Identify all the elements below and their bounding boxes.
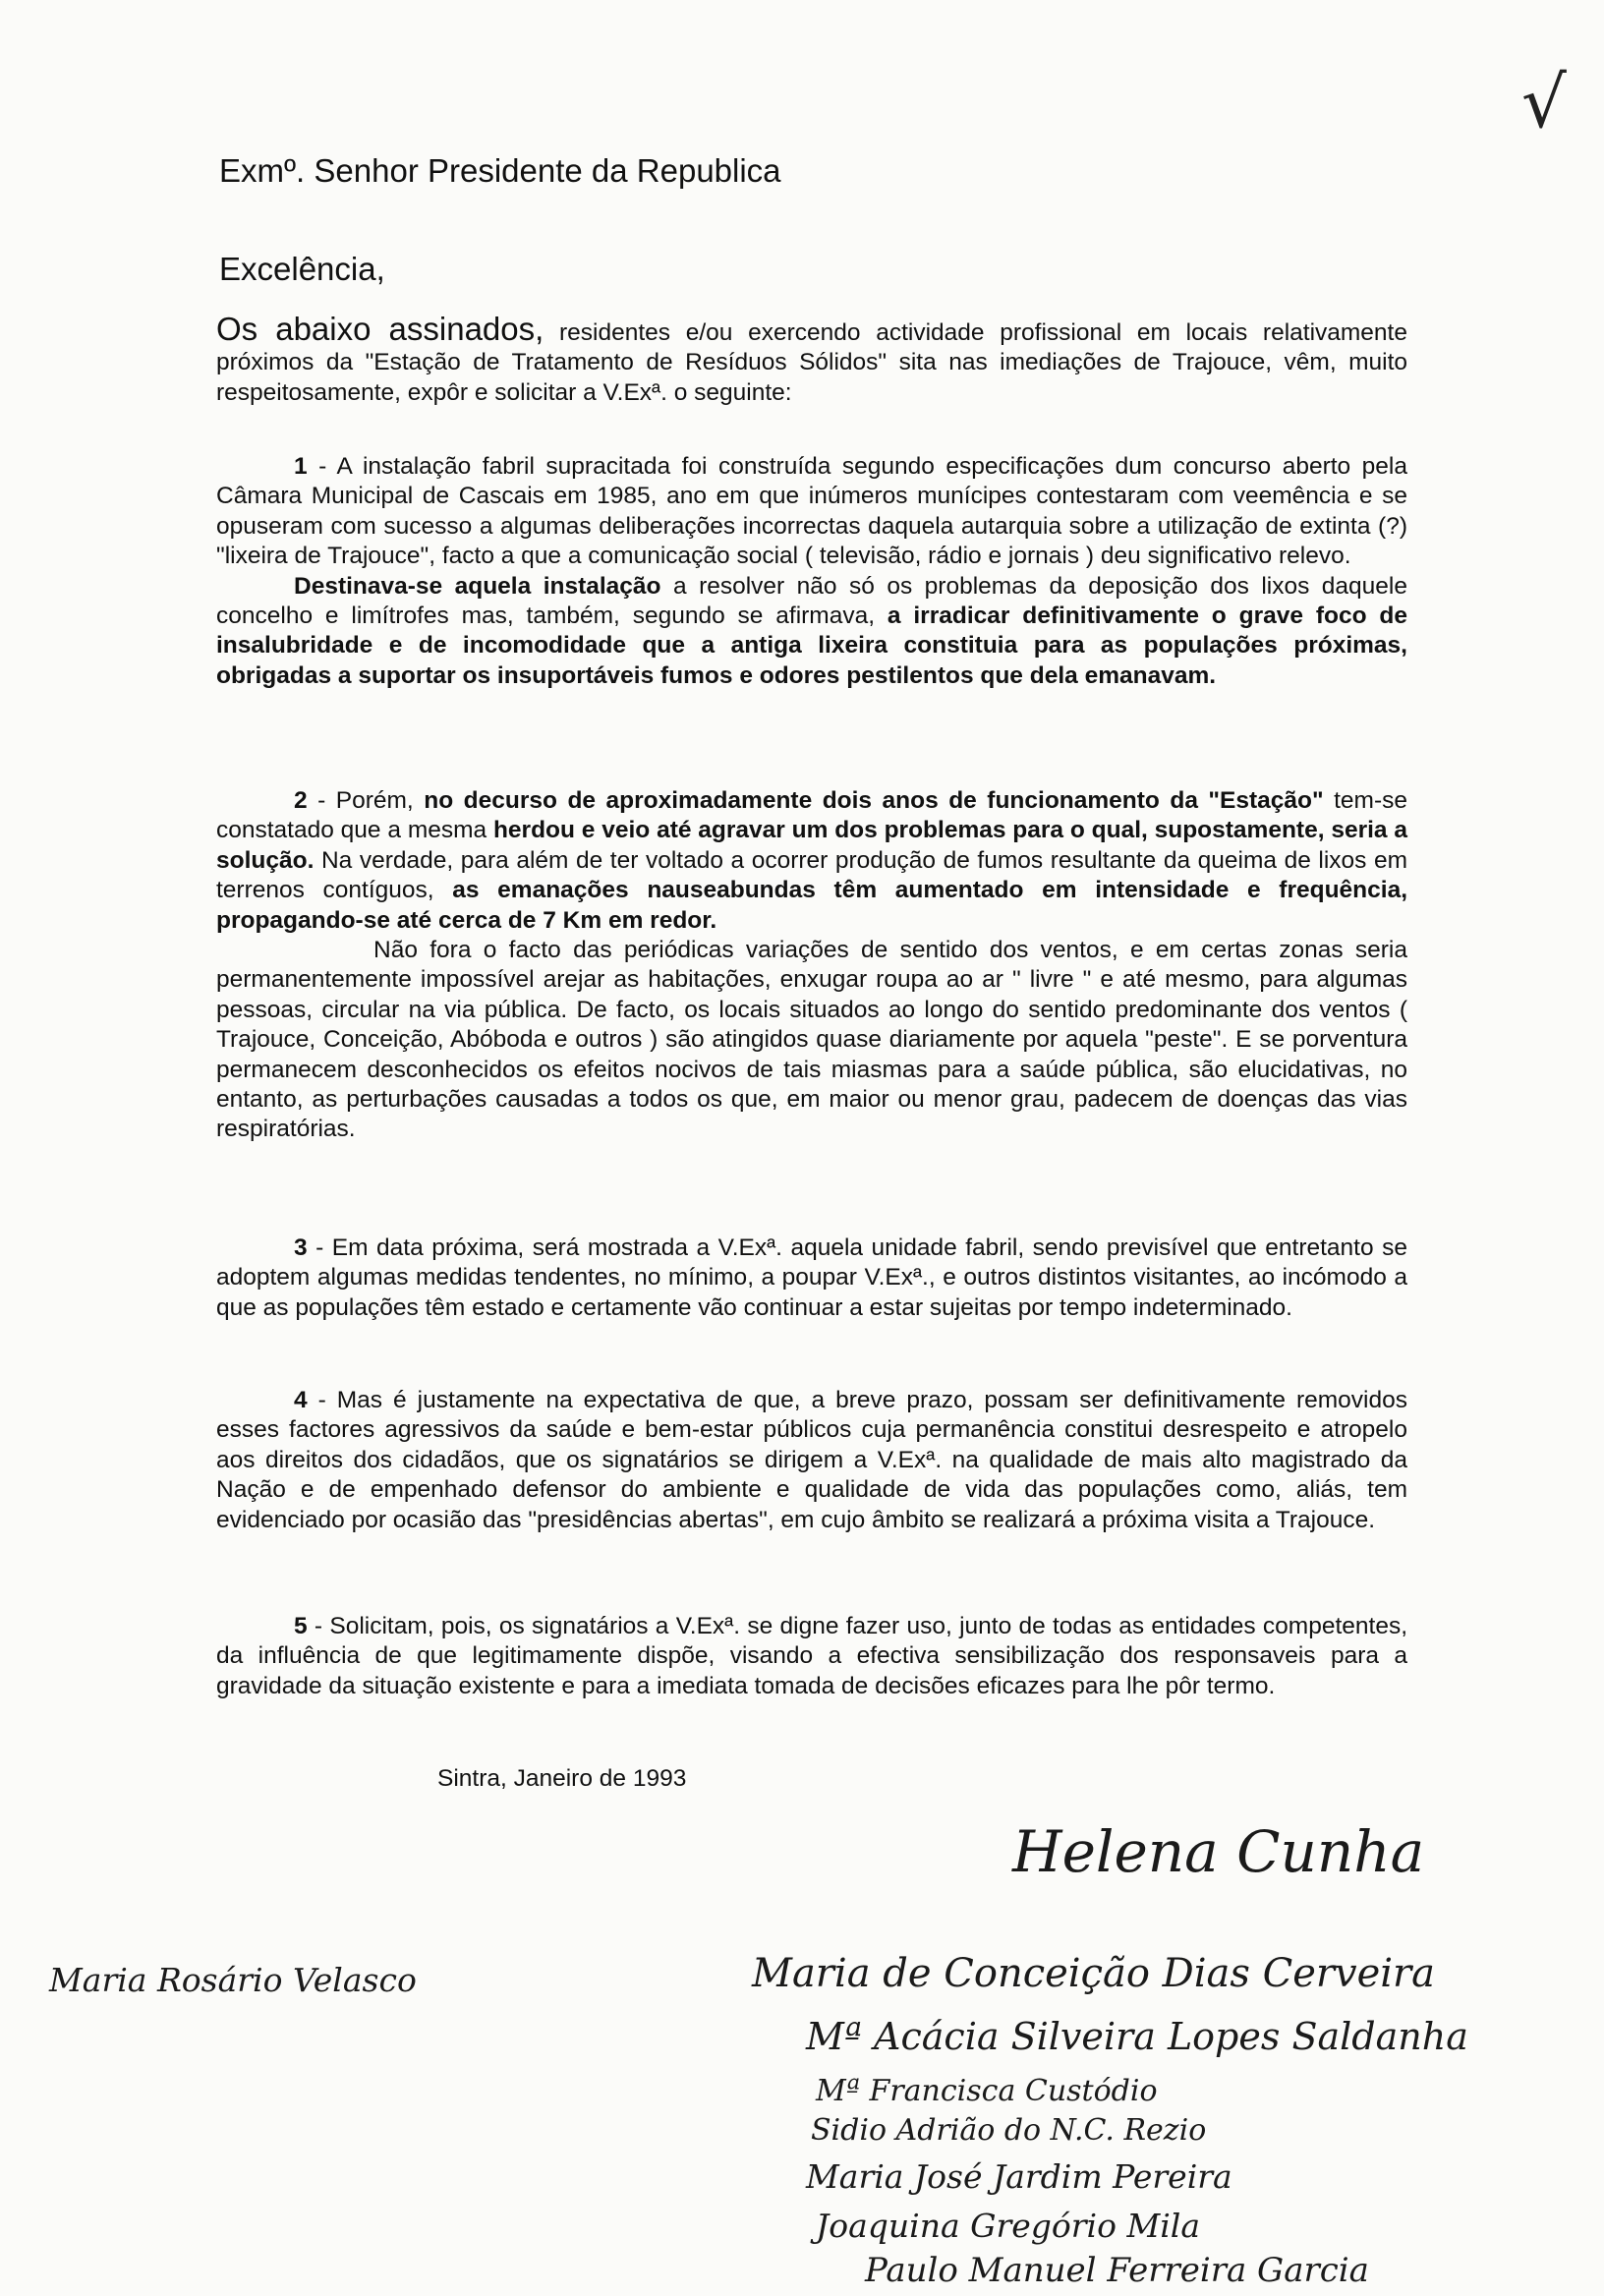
section-3-text: - Em data próxima, será mostrada a V.Exª. aquela unidade fabril, sendo previsível que entretanto se adoptem algumas medidas tendentes, no mínimo, a poupar V.Exª., e outros distintos visitantes, ao incómodo a que as populações têm estado e certamente vão continuar a estar sujeitas por tempo indeterminado.	[216, 1234, 1407, 1321]
signature: Mª Francisca Custódio	[816, 2074, 1158, 2108]
signature: Joaquina Gregório Mila	[816, 2207, 1201, 2245]
intro-paragraph	[216, 311, 1407, 408]
signature: Paulo Manuel Ferreira Garcia	[865, 2251, 1369, 2290]
intro-text: residentes e/ou exercendo actividade profissional em locais relativamente próximos da "Estação de Tratamento de Resíduos Sólidos" sita nas imediações de Trajouce, vêm, muito respeitosamente, expôr e solicitar a V.Exª. o seguinte:	[216, 319, 1407, 406]
section-5-number: 5	[294, 1613, 308, 1639]
greeting: Excelência,	[219, 251, 385, 287]
section-1-text: - A instalação fabril supracitada foi construída segundo especificações dum concurso aberto pela Câmara Municipal de Cascais em 1985, ano em que inúmeros munícipes contestaram com veemência e se opuseram com sucesso a algumas deliberações incorrectas daquela autarquia sobre a utilização de extinta (?) "lixeira de Trajouce", facto a que a comunicação social ( televisão, rádio e jornais ) deu significativo relevo.	[216, 453, 1407, 570]
section-2-paragraph-2: Não fora o facto das periódicas variações de sentido dos ventos, e em certas zonas seria permanentemente impossível arejar as habitações, enxugar roupa ao ar " livre " e até mesmo, para algumas pessoas, circular na via pública. De facto, os locais situados ao longo do sentido predominante dos ventos ( Trajouce, Conceição, Abóboda e outros ) são atingidos quase diariamente por aquela "peste". E se porventura permanecem desconhecidos os efeitos nocivos de tais miasmas para a saúde pública, são elucidativas, no entanto, as perturbações causadas a todos os que, em maior ou menor grau, padecem de doenças das vias respiratórias.	[216, 937, 1407, 1143]
section-2-bold-a: no decurso de aproximadamente dois anos de funcionamento da "Estação"	[424, 787, 1324, 814]
section-4	[216, 1386, 1407, 1535]
section-2-text-b: tem-se constatado que a mesma	[216, 787, 1408, 844]
salutation: Exmº. Senhor Presidente da Republica	[219, 152, 781, 189]
section-2-bold-c: as emanações nauseabundas têm aumentado em intensidade e frequência, propagando-se até cerca de 7 Km em redor.	[216, 877, 1407, 934]
section-5	[216, 1612, 1407, 1701]
signature: Maria José Jardim Pereira	[806, 2157, 1232, 2196]
section-3-number: 3	[294, 1234, 308, 1261]
corner-check-mark: √	[1521, 61, 1567, 144]
date-line: Sintra, Janeiro de 1993	[437, 1765, 687, 1792]
signature: Mª Acácia Silveira Lopes Saldanha	[806, 2015, 1468, 2058]
section-2-number: 2	[294, 787, 308, 814]
intro-lead: Os abaixo assinados,	[216, 311, 544, 347]
section-1-number: 1	[294, 453, 308, 480]
section-1	[216, 452, 1407, 691]
section-2-text-c: Na verdade, para além de ter voltado a ocorrer produção de fumos resultante da queima de lixos em terrenos contíguos,	[216, 846, 1407, 904]
section-1-bold-lead: Destinava-se aquela instalação	[294, 572, 661, 600]
section-2-bold-b: herdou e veio até agravar um dos problemas para o qual, supostamente, seria a solução.	[216, 817, 1407, 874]
signature: Helena Cunha	[1012, 1818, 1425, 1885]
section-3	[216, 1234, 1407, 1323]
section-1-text-b: a resolver não só os problemas da deposição dos lixos daquele concelho e limítrofes mas, também, segundo se afirmava,	[216, 572, 1407, 630]
section-5-text: - Solicitam, pois, os signatários a V.Exª. se digne fazer uso, junto de todas as entidades competentes, da influência de que legitimamente dispõe, visando a efectiva sensibilização dos responsaveis para a gravidade da situação existente e para a imediata tomada de decisões eficazes para lhe pôr termo.	[216, 1613, 1407, 1699]
section-4-number: 4	[294, 1387, 308, 1413]
signature: Maria Rosário Velasco	[49, 1961, 417, 1999]
section-1-bold-claim: a irradicar definitivamente o grave foco de insalubridade e de incomodidade que a antiga lixeira constituia para as populações próximas, obrigadas a suportar os insuportáveis fumos e odores pestilentos que dela emanavam.	[216, 603, 1407, 689]
section-2-text-a: - Porém,	[307, 787, 425, 814]
section-2	[216, 786, 1407, 1145]
section-4-text: - Mas é justamente na expectativa de que, a breve prazo, possam ser definitivamente removidos esses factores agressivos da saúde e bem-estar públicos cuja permanência constitui desrespeito e atropelo aos direitos dos cidadãos, que os signatários se dirigem a V.Exª. na qualidade de mais alto magistrado da Nação e de empenhado defensor do ambiente e qualidade de vida das populações como, aliás, tem evidenciado por ocasião das "presidências abertas", em cujo âmbito se realizará a próxima visita a Trajouce.	[216, 1387, 1407, 1533]
signature: Maria de Conceição Dias Cerveira	[752, 1951, 1436, 1996]
signature: Sidio Adrião do N.C. Rezio	[811, 2113, 1207, 2148]
